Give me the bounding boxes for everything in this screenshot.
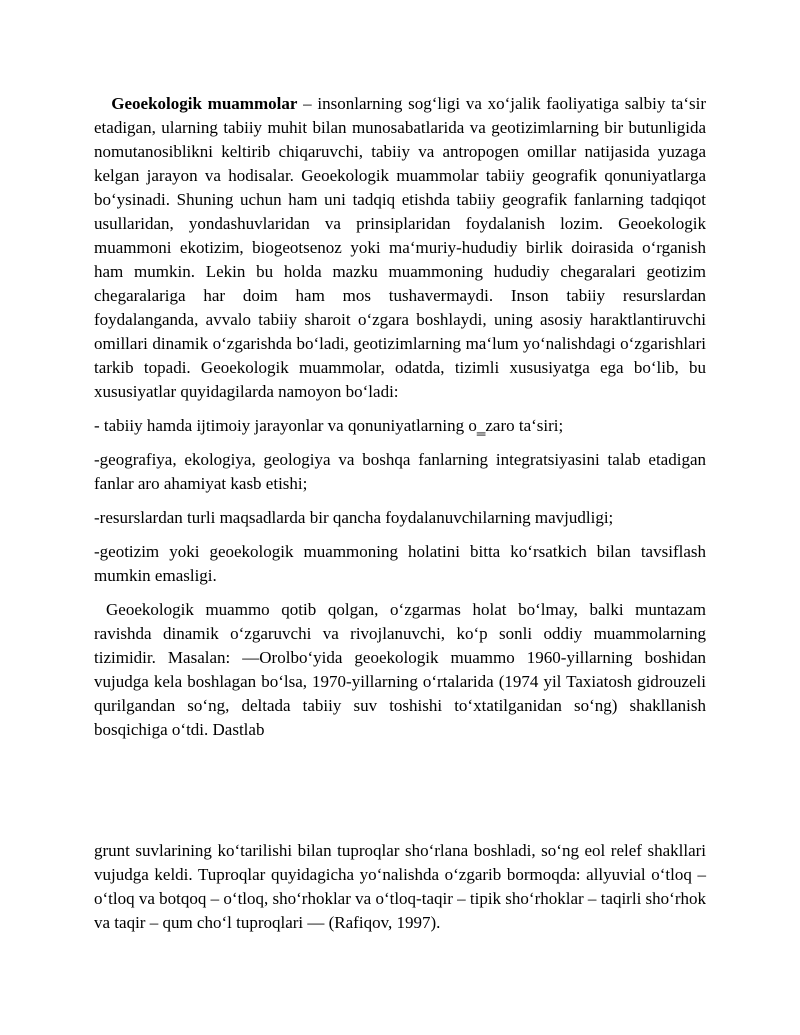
term-heading: Geoekologik muammolar (111, 94, 298, 113)
list-item: -resurslardan turli maqsadlarda bir qancha foydalanuvchilarning mavjudligi; (94, 508, 614, 527)
continuation-paragraph: grunt suvlarining ko‘tarilishi bilan tuproqlar sho‘rlana boshladi, so‘ng eol relef shakllari vujudga keldi. Tuproqlar quyidagicha yo‘nalishda o‘zgarib bormoqda: allyuvial o‘tloq – o‘tloq va botqoq – o‘tloq, sho‘rhoklar va o‘tloq-taqir – tipik sho‘rhoklar – taqirli sho‘rhok va taqir – qum cho‘l tuproqlari ― (Rafiqov, 1997). (94, 841, 706, 932)
list-item: -geotizim yoki geoekologik muammoning holatini bitta ko‘rsatkich bilan tavsiflash mumkin emasligi. (94, 542, 706, 585)
list-item: - tabiiy hamda ijtimoiy jarayonlar va qonuniyatlarning o‗zaro ta‘siri; (94, 416, 564, 435)
intro-text: – insonlarning sog‘ligi va xo‘jalik faoliyatiga salbiy ta‘sir etadigan, ularning tabiiy muhit bilan munosabatlarida va geotizimlarning bir butunligida nomutanosiblikni keltirib chiqaruvchi, tabiiy va antropogen omillar natijasida yuzaga kelgan jarayon va hodisalar. Geoekologik muammolar tabiiy geografik qonuniyatlarga bo‘ysinadi. Shuning uchun ham uni tadqiq etishda tabiiy geografik fanlarning tadqiqot usullaridan, yondashuvlaridan va prinsiplaridan foydalanish lozim. Geoekologik muammoni ekotizim, biogeotsenoz yoki ma‘muriy-hududiy birlik doirasida o‘rganish ham mumkin. Lekin bu holda mazku muammoning hududiy chegaralari geotizim chegaralariga har doim ham mos tushavermaydi. Inson tabiiy resurslardan foydalanganda, avvalo tabiiy sharoit o‘zgara boshlaydi, uning asosiy haraktlantiruvchi omillari dinamik o‘zgarishda bo‘ladi, geotizimlarning ma‘lum yo‘nalishdagi o‘zgarishlari tarkib topadi. Geoekologik muammolar, odatda, tizimli xususiyatga ega bo‘lib, bu xususiyatlar quyidagilarda namoyon bo‘ladi: (94, 94, 707, 401)
intro-paragraph (94, 92, 706, 404)
continuation-block (94, 839, 706, 935)
list-item: -geografiya, ekologiya, geologiya va boshqa fanlarning integratsiyasini talab etadigan fanlar aro ahamiyat kasb etishi; (94, 450, 706, 493)
example-paragraph: Geoekologik muammo qotib qolgan, o‘zgarmas holat bo‘lmay, balki muntazam ravishda dinamik o‘zgaruvchi va rivojlanuvchi, ko‘p sonli oddiy muammolarning tizimidir. Masalan: ―Orolbo‘yida geoekologik muammo 1960-yillarning boshidan vujudga kela boshlagan bo‘lsa, 1970-yillarning o‘rtalarida (1974 yil Taxiatosh gidrouzeli qurilgandan so‘ng, deltada tabiiy suv toshishi to‘xtatilganidan so‘ng) shakllanish bosqichiga o‘tdi. Dastlab (94, 600, 706, 739)
document-body (94, 92, 706, 742)
